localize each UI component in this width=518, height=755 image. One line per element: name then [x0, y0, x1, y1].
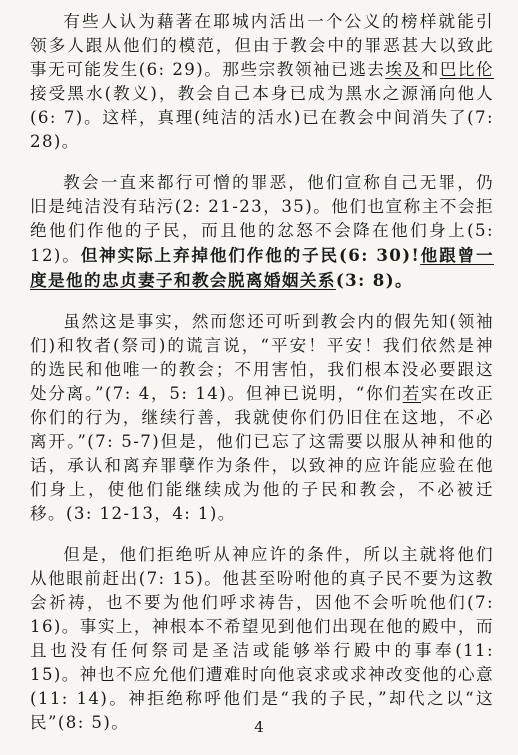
p2-bold-underlined: 他跟曾一度是他的忠贞妻子和教会脱离婚姻关系 [30, 245, 494, 290]
p3-if: 若 [402, 384, 422, 403]
p1-text-c: 接受黑水(教义)，教会自己本身已成为黑水之源涌向他人(6: 7)。这样，真理(纯洁的活水)已在教会中间消失了(7: 28)。 [30, 84, 494, 151]
p1-text-b: 和 [421, 60, 440, 79]
p4-text-a: 但是，他们拒绝听从神应许的条件，所以主就将他们从他眼前赶出(7: 15)。他甚至吩咐他的真子民不要为这教会祈祷，也不要为他们呼求祷告，因他不会听吮他们(7: 16)。事实上，神根本不希望见到他们出现在他的殿中，而且也没有任何祭司是圣洁或能够举行殿中的事奉(11: 15)。神也不应允他们遭难时向他哀求或求神改变他的心意(11: 14)。神拒绝称呼他们是“我的子民，”却代之以“这民”(8: 5)。 [30, 545, 494, 732]
p2-text-a: 教会一直来都行可憎的罪恶，他们宣称自己无罪，仍旧是纯洁没有玷污(2: 21-23，35)。他们也宣称主不会拒绝他们作他的子民，而且他的忿怒不会降在他们身上(5: 12)。 [30, 173, 494, 265]
paragraph-2 [30, 171, 494, 293]
p3-text-a: 虽然这是事实，然而您还可听到教会内的假先知(领袖们)和牧者(祭司)的谎言说，“平安！平安！我们依然是神的选民和他唯一的教会；不用害怕，我们根本没必要跟这处分离。”(7: 4，5: 14)。但神已说明，“你们 [30, 312, 494, 403]
paragraph-gap [30, 526, 494, 543]
p1-babylon: 巴比伦 [439, 60, 494, 79]
paragraph-1 [30, 10, 494, 154]
p1-egypt: 埃及 [385, 60, 422, 79]
paragraph-gap [30, 293, 494, 310]
p2-bold-ref: (3: 8)。 [335, 270, 413, 290]
p2-bold-statement: 但神实际上弃掉他们作他的子民(6: 30)! [80, 245, 421, 265]
p3-text-b: 实在改正你们的行为，继续行善，我就使你们仍旧住在这地，不必离开。”(7: 5-7)但是，他们已忘了这需要以服从神和他的话，承认和离弃罪孽作为条件，以致神的应许能应验在他们身上，使他们能继续成为他的子民和教会，不必被迁移。(3: 12-13，4: 1)。 [30, 384, 495, 523]
paragraph-3 [30, 310, 494, 526]
paragraph-4 [30, 543, 494, 735]
page-number: 4 [254, 718, 264, 736]
p1-text-a: 有些人认为藉著在耶城内活出一个公义的榜样就能引领多人跟从他们的模范，但由于教会中的罪恶甚大以致此事无可能发生(6: 29)。那些宗教领袖已逃去 [30, 12, 494, 79]
paragraph-gap [30, 154, 494, 171]
